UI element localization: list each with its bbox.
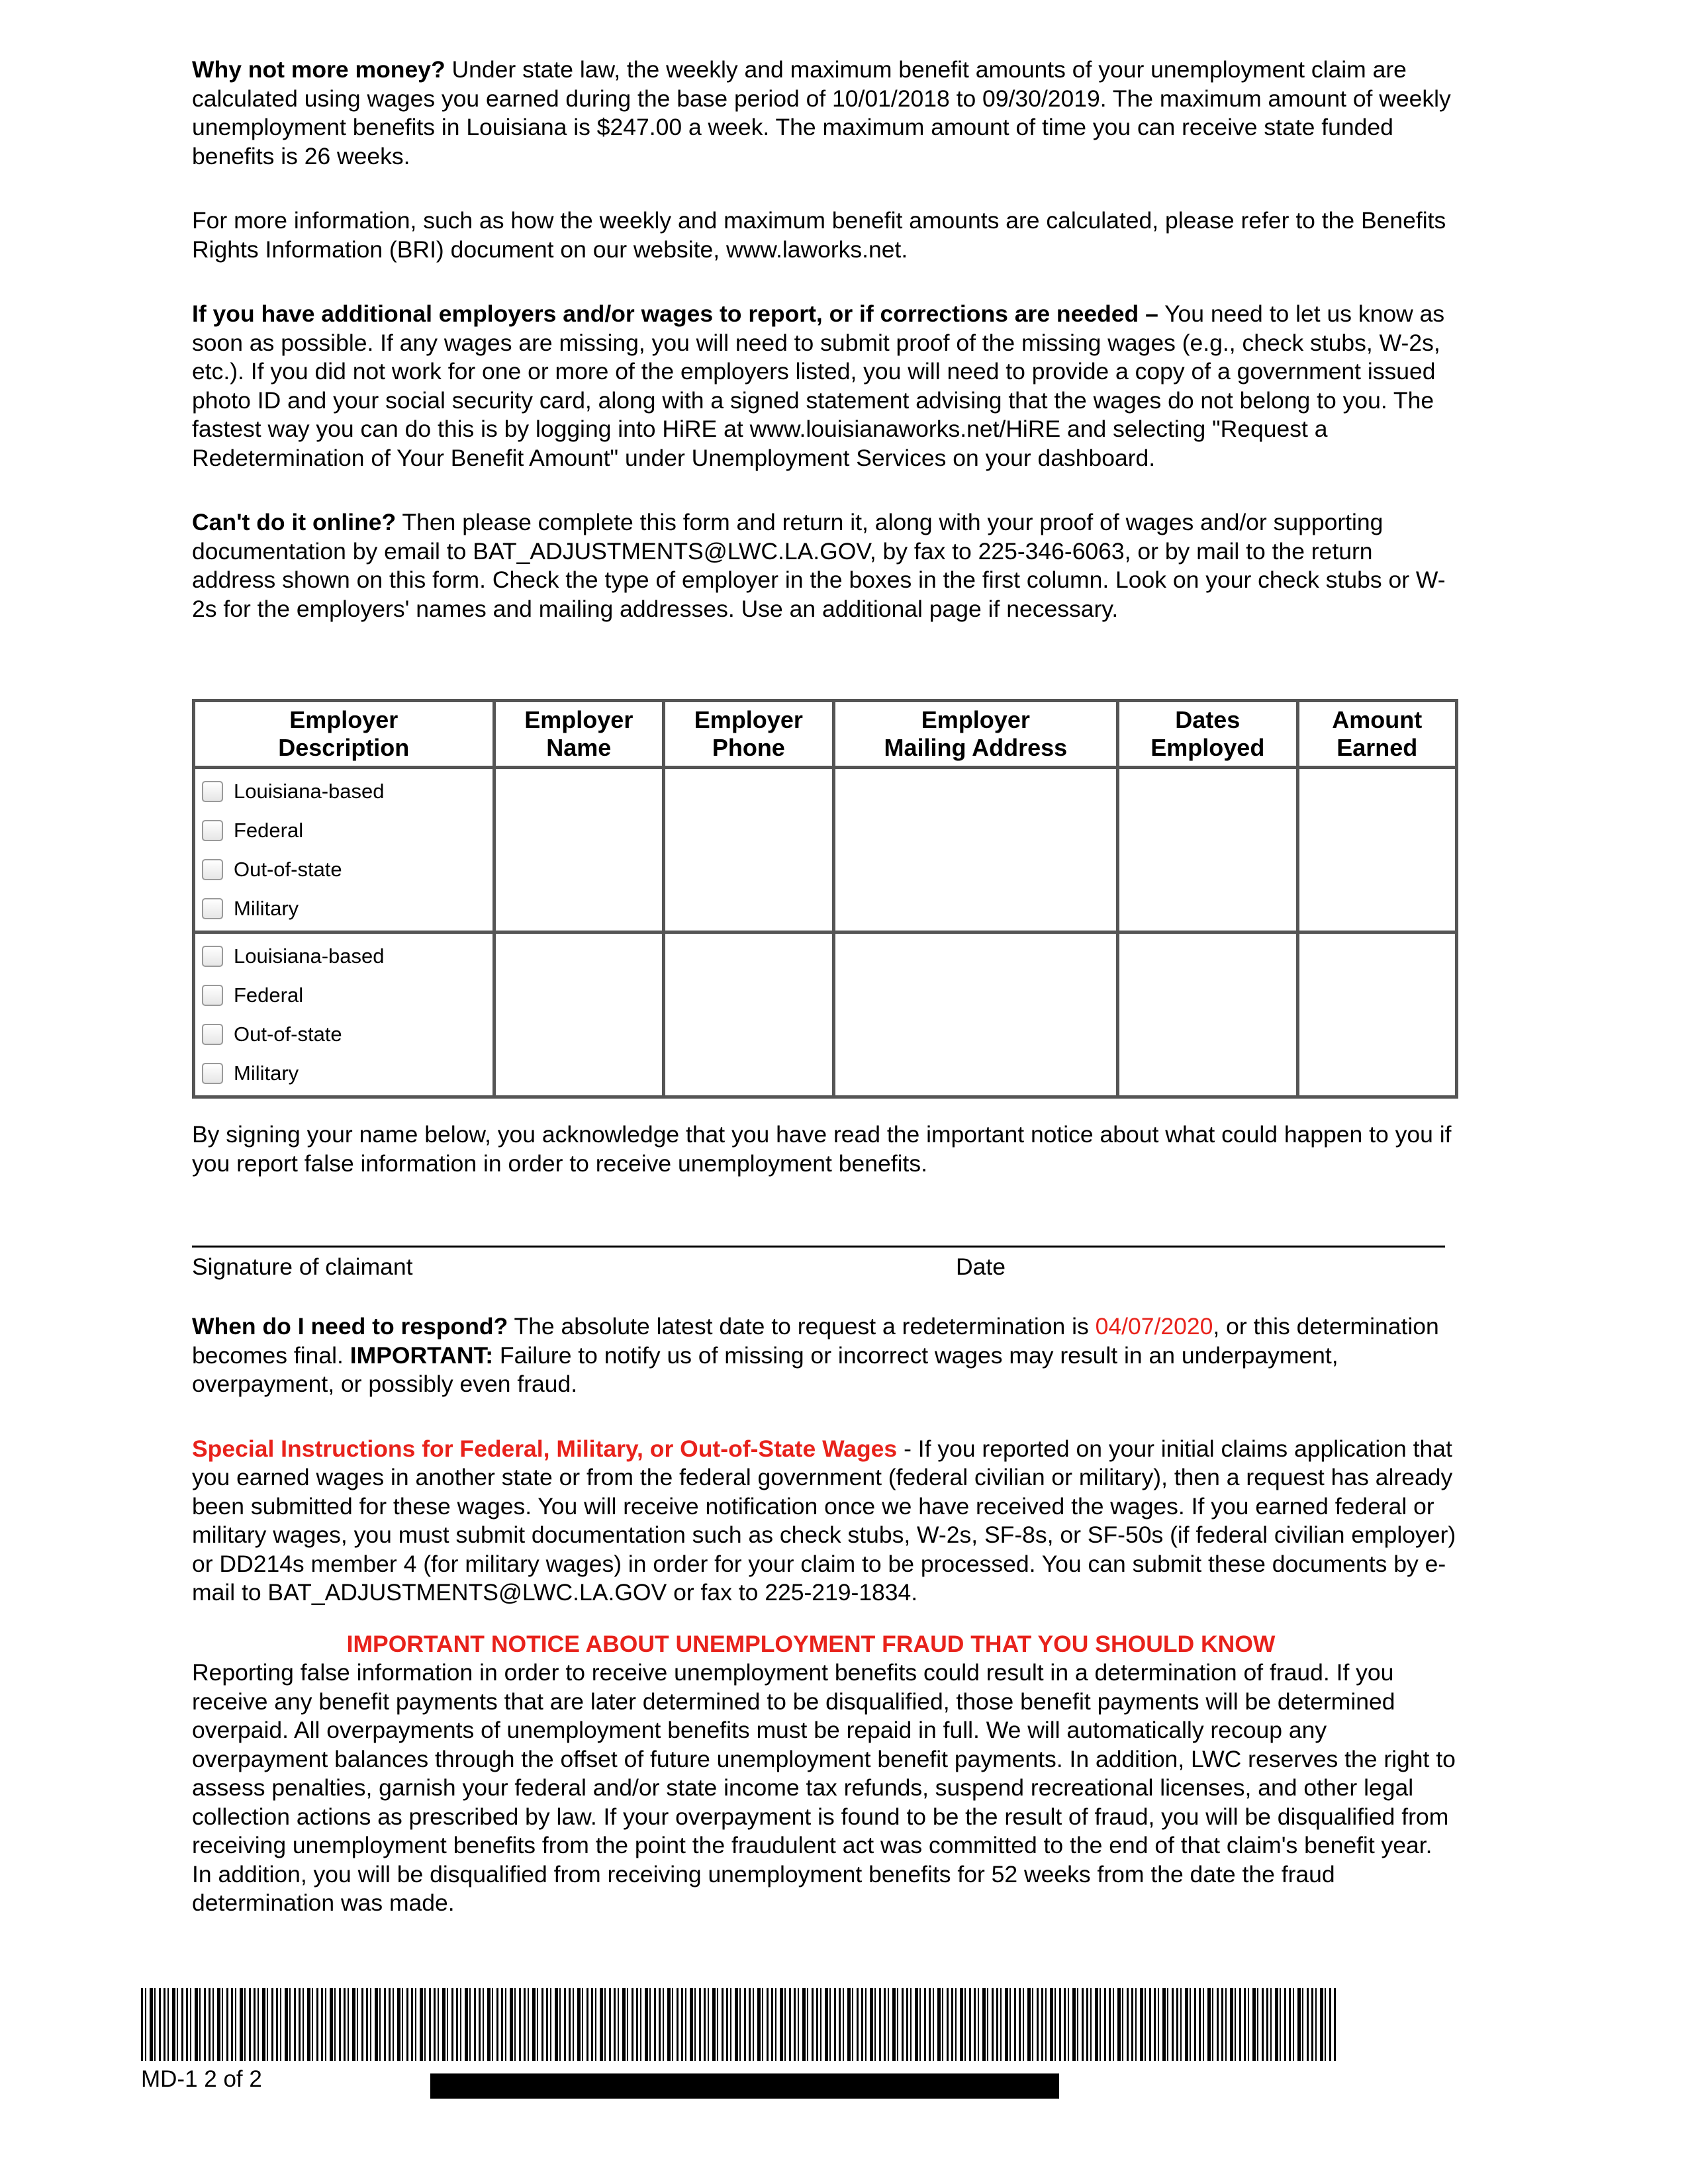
- respond-text-before: The absolute latest date to request a redetermination is: [514, 1313, 1089, 1340]
- employer-address-cell[interactable]: [833, 768, 1117, 933]
- online-text: Then please complete this form and return it, along with your proof of wages and/or supporting documentation by email to BAT_ADJUSTMENTS@LWC.LA.GOV, by fax to 225-346-6063, or by mail to the return address shown on this form. Check the type of employer in the boxes in the first column. Look on your check stubs or W-2s for the employers' names and mailing addresses. Use an additional page if necessary.: [192, 509, 1446, 622]
- redaction-bar: [430, 2073, 1059, 2099]
- important-text: Failure to notify us of missing or incorrect wages may result in an underpayment, overpayment, or possibly even fraud.: [192, 1342, 1338, 1397]
- acknowledge-paragraph: By signing your name below, you acknowledge that you have read the important notice about what could happen to you if you report false information in order to receive unemployment benefits.: [192, 1121, 1452, 1177]
- fraud-text: Reporting false information in order to receive unemployment benefits could result in a determination of fraud. If you receive any benefit payments that are later determined to be disqualified, those benefit payments will be determined overpaid. All overpayments of unemployment benefits must be repaid in full. We will automatically recoup any overpayment balances through the offset of future unemployment benefit payments. In addition, LWC reserves the right to assess penalties, garnish your federal and/or state income tax refunds, suspend recreational licenses, and other legal collection actions as prescribed by law. If your overpayment is found to be the result of fraud, you will be disqualified from receiving unemployment benefits from the point the fraudulent act was committed to the end of that claim's benefit year. In addition, you will be disqualified from receiving unemployment benefits for 52 weeks from the date the fraud determination was made.: [192, 1659, 1456, 1916]
- option-federal[interactable]: Federal: [202, 976, 486, 1015]
- checkbox[interactable]: [202, 946, 223, 967]
- employer-table: [192, 699, 1458, 1099]
- employer-description-cell: [194, 768, 494, 933]
- respond-text-after: , or this determination becomes final.: [192, 1313, 1439, 1369]
- signature-label: Signature of claimant: [192, 1253, 413, 1280]
- lower-section: [192, 1312, 1456, 1918]
- dates-employed-cell[interactable]: [1118, 768, 1297, 933]
- additional-heading: If you have additional employers and/or wages to report, or if corrections are needed –: [192, 300, 1158, 327]
- table-row: [194, 933, 1457, 1097]
- header-employer-name: Employer Name: [494, 701, 664, 768]
- why-text: Under state law, the weekly and maximum benefit amounts of your unemployment claim are calculated using wages you earned during the base period of 10/01/2018 to 09/30/2019. The maximum amount of weekly unemployment benefits in Louisiana is $247.00 a week. The maximum amount of time you can receive state funded benefits is 26 weeks.: [192, 56, 1451, 169]
- respond-heading: When do I need to respond?: [192, 1313, 508, 1340]
- online-paragraph: [192, 508, 1456, 623]
- checkbox[interactable]: [202, 1024, 223, 1045]
- option-military[interactable]: Military: [202, 1054, 486, 1093]
- checkbox[interactable]: [202, 859, 223, 880]
- header-amount-earned: Amount Earned: [1297, 701, 1456, 768]
- checkbox[interactable]: [202, 781, 223, 802]
- employer-address-cell[interactable]: [833, 933, 1117, 1097]
- employer-phone-cell[interactable]: [664, 933, 834, 1097]
- why-heading: Why not more money?: [192, 56, 445, 83]
- signature-line[interactable]: [192, 1246, 1445, 1248]
- employer-description-cell: [194, 933, 494, 1097]
- checkbox[interactable]: [202, 1063, 223, 1084]
- fraud-heading: IMPORTANT NOTICE ABOUT UNEMPLOYMENT FRAUD THAT YOU SHOULD KNOW: [346, 1630, 1276, 1657]
- date-label: Date: [956, 1253, 1006, 1280]
- option-military[interactable]: Military: [202, 889, 486, 928]
- important-label: IMPORTANT:: [350, 1342, 494, 1369]
- barcode: [141, 1988, 1337, 2061]
- why-paragraph: [192, 56, 1456, 171]
- employer-name-cell[interactable]: [494, 768, 664, 933]
- special-text: - If you reported on your initial claims application that you earned wages in another state or from the federal government (federal civilian or military), then a request has already been submitted for these wages. You will receive notification once we have received the wages. If you earned federal or military wages, you must submit documentation such as check stubs, W-2s, SF-8s, or SF-50s (if federal civilian employer) or DD214s member 4 (for military wages) in order for your claim to be processed. You can submit these documents by e-mail to BAT_ADJUSTMENTS@LWC.LA.GOV or fax to 225-219-1834.: [192, 1435, 1456, 1606]
- employer-name-cell[interactable]: [494, 933, 664, 1097]
- option-louisiana-based[interactable]: Louisiana-based: [202, 772, 486, 811]
- header-employer-mailing-address: Employer Mailing Address: [833, 701, 1117, 768]
- table-header-row: [194, 701, 1457, 768]
- option-federal[interactable]: Federal: [202, 811, 486, 850]
- option-out-of-state[interactable]: Out-of-state: [202, 1015, 486, 1054]
- respond-paragraph: [192, 1312, 1456, 1399]
- additional-paragraph: [192, 300, 1456, 473]
- header-dates-employed: Dates Employed: [1118, 701, 1297, 768]
- header-employer-phone: Employer Phone: [664, 701, 834, 768]
- checkbox[interactable]: [202, 820, 223, 841]
- option-out-of-state[interactable]: Out-of-state: [202, 850, 486, 889]
- deadline-date: 04/07/2020: [1095, 1313, 1213, 1340]
- option-louisiana-based[interactable]: Louisiana-based: [202, 936, 486, 976]
- document-body: [192, 56, 1456, 623]
- checkbox[interactable]: [202, 898, 223, 919]
- form-id: MD-1 2 of 2: [141, 2066, 262, 2092]
- header-employer-description: Employer Description: [194, 701, 494, 768]
- dates-employed-cell[interactable]: [1118, 933, 1297, 1097]
- special-heading: Special Instructions for Federal, Military, or Out-of-State Wages: [192, 1435, 898, 1462]
- online-heading: Can't do it online?: [192, 509, 397, 535]
- table-row: [194, 768, 1457, 933]
- employer-phone-cell[interactable]: [664, 768, 834, 933]
- more-info-paragraph: For more information, such as how the weekly and maximum benefit amounts are calculated, please refer to the Benefits Rights Information (BRI) document on our website, www.laworks.net.: [192, 207, 1446, 263]
- special-paragraph: [192, 1435, 1456, 1608]
- amount-earned-cell[interactable]: [1297, 768, 1456, 933]
- additional-text: You need to let us know as soon as possible. If any wages are missing, you will need to submit proof of the missing wages (e.g., check stubs, W-2s, etc.). If you did not work for one or more of the employers listed, you will need to provide a copy of a government issued photo ID and your social security card, along with a signed statement advising that the wages do not belong to you. The fastest way you can do this is by logging into HiRE at www.louisianaworks.net/HiRE and selecting "Request a Redetermination of Your Benefit Amount" under Unemployment Services on your dashboard.: [192, 300, 1445, 471]
- checkbox[interactable]: [202, 985, 223, 1006]
- amount-earned-cell[interactable]: [1297, 933, 1456, 1097]
